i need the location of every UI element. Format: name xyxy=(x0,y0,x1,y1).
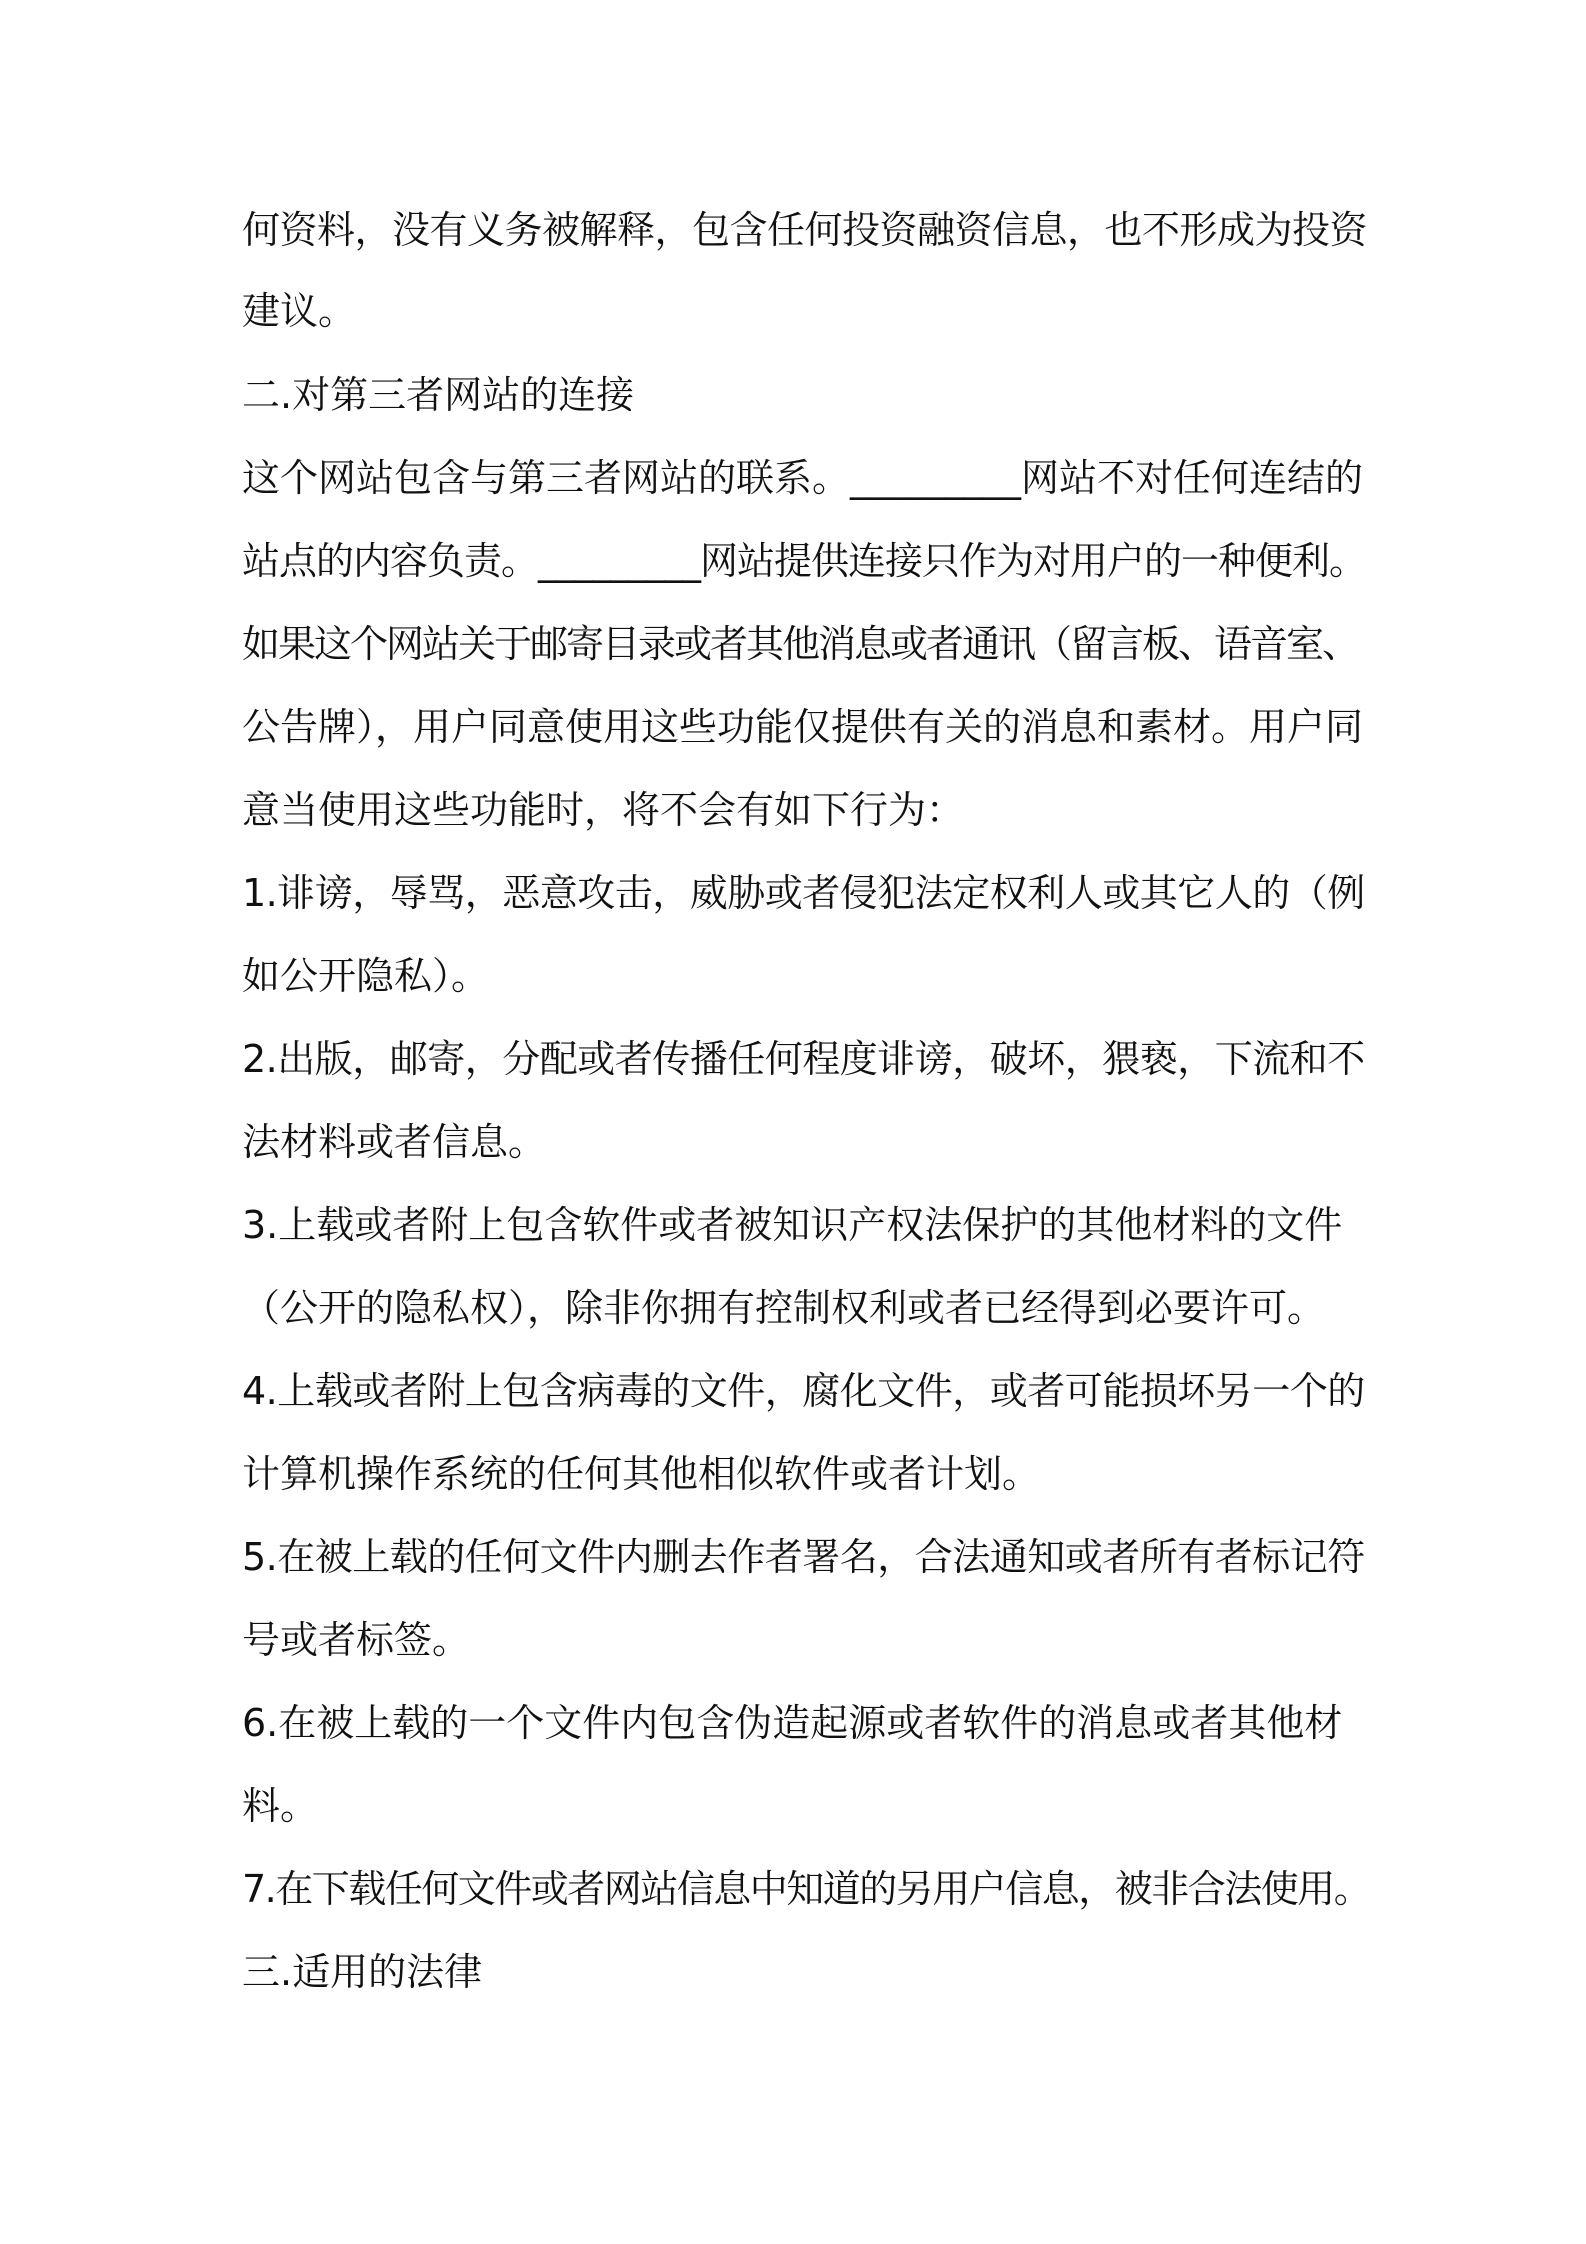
text-line: 这个网站包含与第三者网站的联系。_________网站不对任何连结的 xyxy=(242,456,1364,500)
list-item: 4.上载或者附上包含病毒的文件，腐化文件，或者可能损坏另一个的 xyxy=(242,1369,1365,1413)
text-line: 如果这个网站关于邮寄目录或者其他消息或者通讯（留言板、语音室、 xyxy=(242,622,1359,666)
list-item: 7.在下载任何文件或者网站信息中知道的另用户信息，被非合法使用。 xyxy=(242,1867,1371,1911)
text-line: 法材料或者信息。 xyxy=(242,1120,547,1164)
text-line: 号或者标签。 xyxy=(242,1618,471,1662)
text-line: 何资料，没有义务被解释，包含任何投资融资信息，也不形成为投资 xyxy=(242,208,1368,252)
text-line: 站点的内容负责。_________网站提供连接只作为对用户的一种便利。 xyxy=(242,539,1367,583)
list-item: 1.诽谤，辱骂，恶意攻击，威胁或者侵犯法定权利人或其它人的（例 xyxy=(242,871,1365,915)
section-heading: 三.适用的法律 xyxy=(242,1950,483,1994)
text-line: 如公开隐私）。 xyxy=(242,954,490,998)
section-heading: 二.对第三者网站的连接 xyxy=(242,373,635,417)
text-line: 建议。 xyxy=(242,289,357,333)
text-line: 公告牌），用户同意使用这些功能仅提供有关的消息和素材。用户同 xyxy=(242,705,1364,749)
text-line: 料。 xyxy=(242,1784,319,1828)
list-item: 2.出版，邮寄，分配或者传播任何程度诽谤，破坏，猥亵，下流和不 xyxy=(242,1037,1365,1081)
text-line: 意当使用这些功能时，将不会有如下行为： xyxy=(242,788,965,832)
list-item: 5.在被上载的任何文件内删去作者署名，合法通知或者所有者标记符 xyxy=(242,1535,1365,1579)
list-item: 6.在被上载的一个文件内包含伪造起源或者软件的消息或者其他材 xyxy=(242,1701,1343,1745)
text-line: （公开的隐私权），除非你拥有控制权利或者已经得到必要许可。 xyxy=(242,1286,1326,1330)
list-item: 3.上载或者附上包含软件或者被知识产权法保护的其他材料的文件 xyxy=(242,1203,1343,1247)
text-line: 计算机操作系统的任何其他相似软件或者计划。 xyxy=(242,1452,1041,1496)
